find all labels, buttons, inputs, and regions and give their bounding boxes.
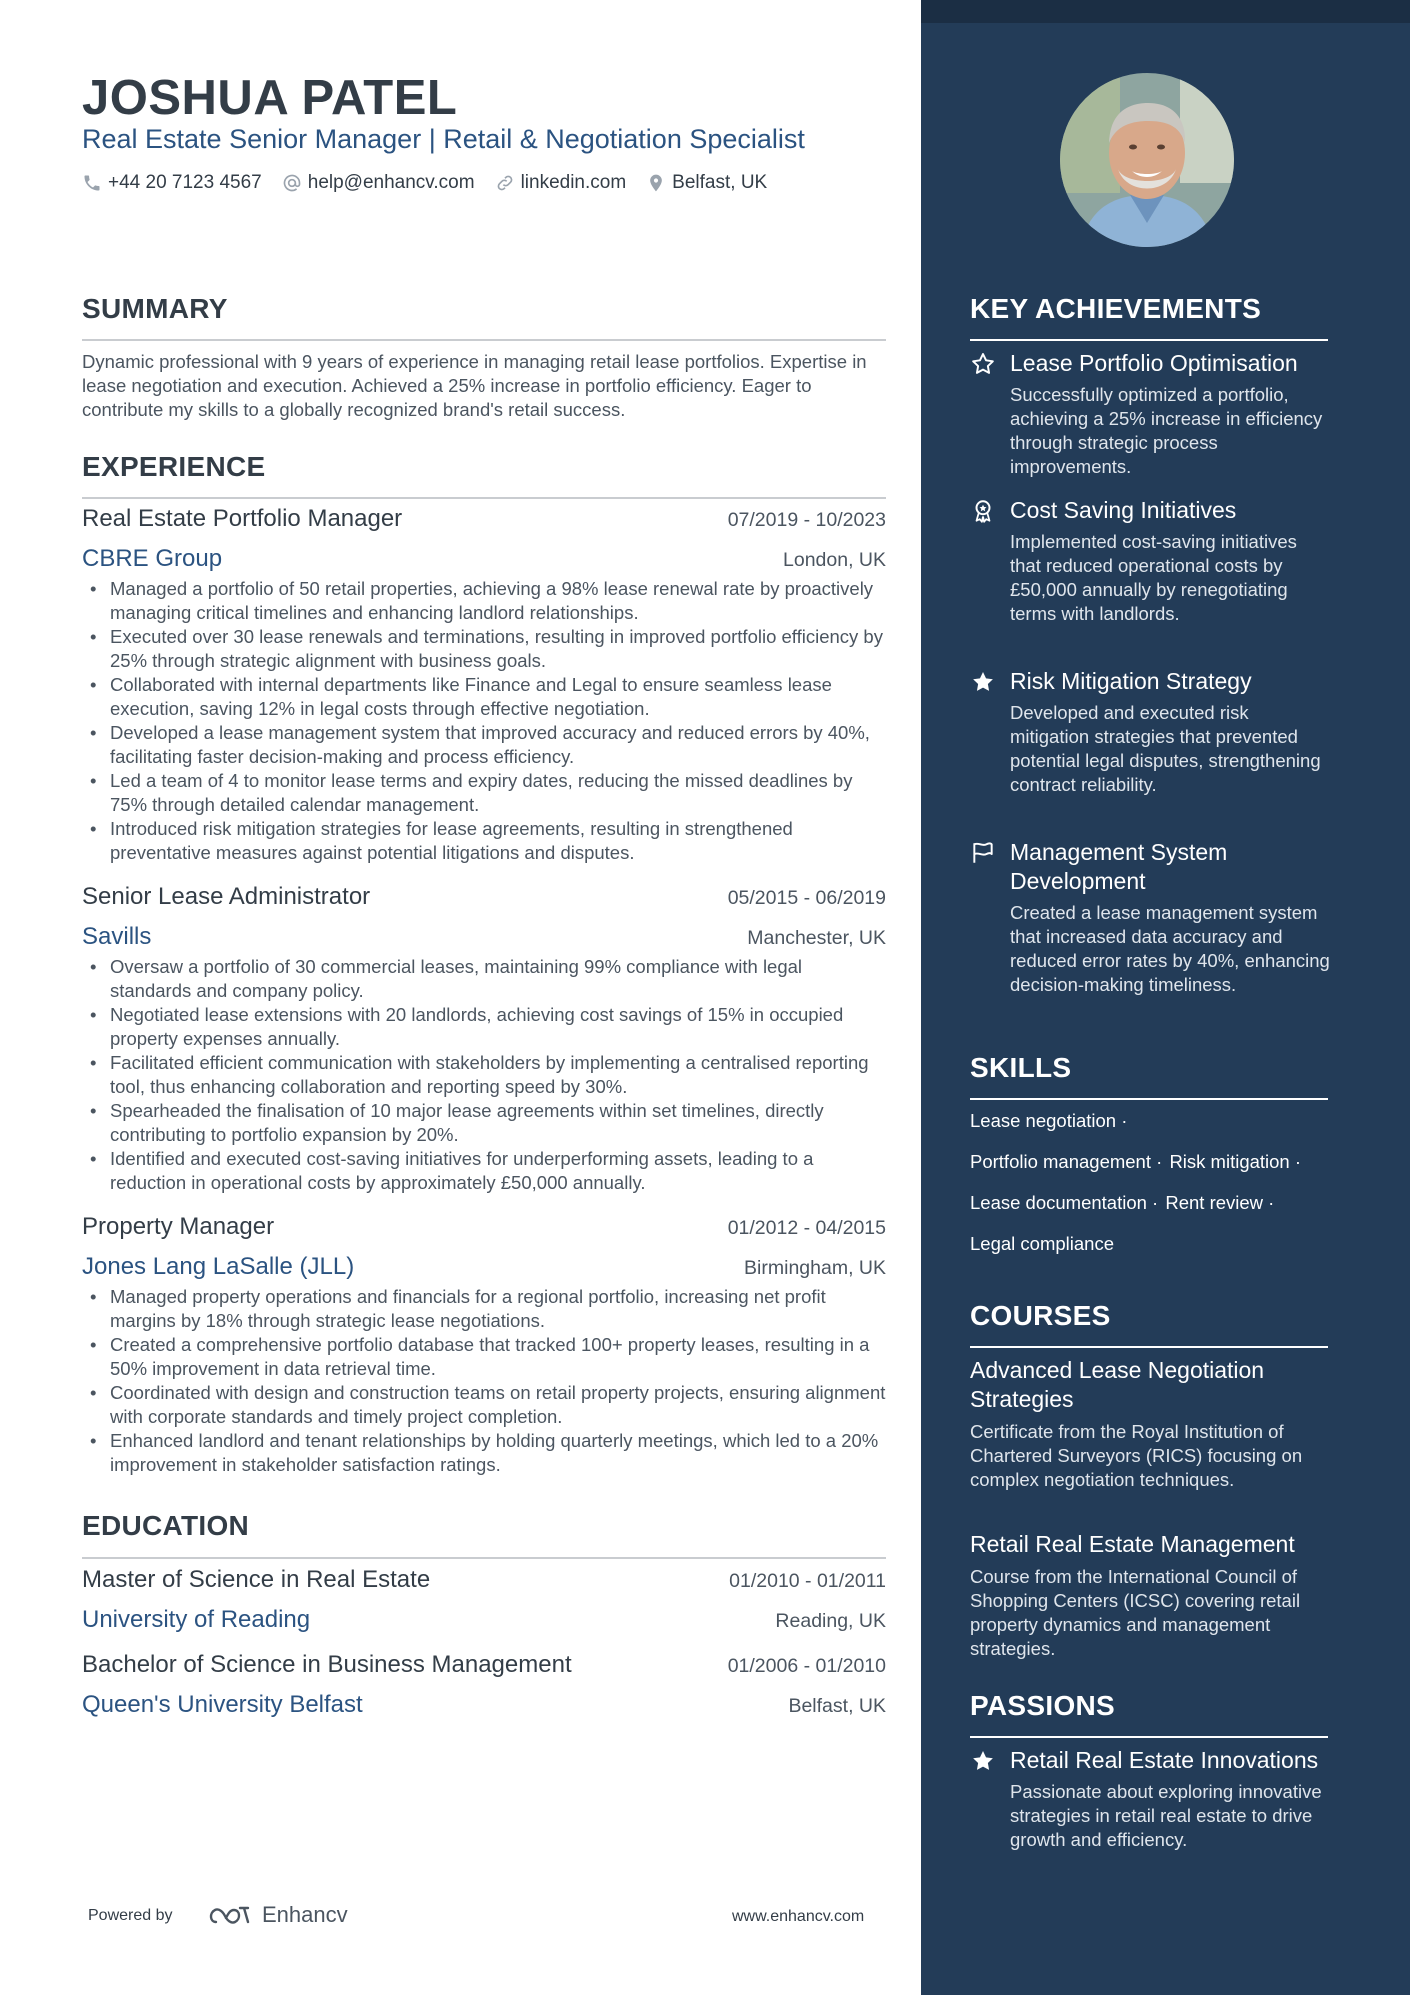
education-entry <box>82 1566 886 1634</box>
job-bullet: • Oversaw a portfolio of 30 commercial leases, maintaining 99% compliance with legal standards and company policy. <box>82 955 886 1003</box>
contact-phone-text: +44 20 7123 4567 <box>108 172 262 193</box>
course-description: Certificate from the Royal Institution of Chartered Surveyors (RICS) focusing on complex negotiation techniques. <box>970 1421 1303 1490</box>
course-description: Course from the International Council of Shopping Centers (ICSC) covering retail property dynamics and management strategies. <box>970 1566 1301 1659</box>
contact-location <box>646 172 767 194</box>
education-school[interactable]: Queen's University Belfast <box>82 1691 363 1718</box>
summary-text: Dynamic professional with 9 years of experience in managing retail lease portfolios. Expertise in lease negotiation and execution. Achieved a 25% increase in portfolio efficiency. Eager to contribute my skills to a globally recognized brand's retail success. <box>82 351 867 420</box>
contact-location-text: Belfast, UK <box>672 172 768 193</box>
job-bullet: • Spearheaded the finalisation of 10 major lease agreements within set timelines, directly contributing to portfolio expansion by 20%. <box>82 1099 886 1147</box>
job-bullet: • Collaborated with internal departments like Finance and Legal to ensure seamless lease execution, saving 12% in legal costs through effective negotiation. <box>82 673 886 721</box>
education-location: Reading, UK <box>775 1610 886 1632</box>
contact-linkedin[interactable] <box>495 172 627 194</box>
achievement-item <box>970 496 1330 626</box>
enhancv-logo-icon <box>206 1902 254 1928</box>
job-bullet: • Identified and executed cost-saving initiatives for underperforming assets, leading to a reduction in operational costs by approximately £50,000 annually. <box>82 1147 886 1195</box>
profile-photo <box>1060 73 1234 247</box>
job-bullet: • Facilitated efficient communication with stakeholders by implementing a centralised reporting tool, thus enhancing collaboration and reporting speed by 30%. <box>82 1051 886 1099</box>
job-bullet: • Managed property operations and financials for a regional portfolio, increasing net profit margins by 18% through strategic lease negotiations. <box>82 1285 886 1333</box>
skill-tag: Lease documentation · <box>970 1192 1159 1213</box>
sidebar-top-band <box>921 0 1410 23</box>
education-dates: 01/2006 - 01/2010 <box>727 1655 886 1677</box>
job-bullet: • Executed over 30 lease renewals and terminations, resulting in improved portfolio efficiency by 25% through strategic alignment with business goals. <box>82 625 886 673</box>
job-bullet: • Developed a lease management system that improved accuracy and reduced errors by 40%, facilitating faster decision-making and process efficiency. <box>82 721 886 769</box>
passion-description: Passionate about exploring innovative strategies in retail real estate to drive growth and efficiency. <box>1010 1781 1322 1850</box>
job-entry <box>82 1213 886 1477</box>
education-degree: Bachelor of Science in Business Management <box>82 1651 572 1678</box>
footer-url[interactable]: www.enhancv.com <box>732 1908 865 1925</box>
achievement-description: Implemented cost-saving initiatives that reduced operational costs by £50,000 annually by renegotiating terms with landlords. <box>1010 531 1297 624</box>
job-company[interactable]: Jones Lang LaSalle (JLL) <box>82 1253 355 1280</box>
star-filled-icon <box>970 1748 996 1774</box>
experience-title: EXPERIENCE <box>82 451 266 482</box>
experience-divider <box>82 497 886 499</box>
skills-row <box>970 1231 1350 1272</box>
passions-title: PASSIONS <box>970 1690 1116 1721</box>
job-bullets <box>82 1285 886 1477</box>
achievement-description: Created a lease management system that increased data accuracy and reduced error rates by 40%, enhancing decision-making timeliness. <box>1010 902 1330 995</box>
phone-icon <box>82 173 102 193</box>
achievement-description: Successfully optimized a portfolio, achieving a 25% increase in efficiency through strategic process improvements. <box>1010 384 1323 477</box>
job-dates: 05/2015 - 06/2019 <box>727 887 886 909</box>
job-bullet: • Led a team of 4 to monitor lease terms and expiry dates, reducing the missed deadlines by 75% through detailed calendar management. <box>82 769 886 817</box>
education-location: Belfast, UK <box>788 1695 886 1717</box>
footer-brand-logo[interactable] <box>206 1902 348 1928</box>
job-bullet: • Enhanced landlord and tenant relationships by holding quarterly meetings, which led to a 20% improvement in stakeholder satisfaction ratings. <box>82 1429 886 1477</box>
education-divider <box>82 1557 886 1559</box>
skills-list <box>970 1108 1350 1272</box>
summary-title: SUMMARY <box>82 293 228 324</box>
passion-title: Retail Real Estate Innovations <box>1010 1747 1319 1773</box>
education-entry <box>82 1651 886 1719</box>
education-degree: Master of Science in Real Estate <box>82 1566 431 1593</box>
headline: Real Estate Senior Manager | Retail & Negotiation Specialist <box>82 124 805 154</box>
job-bullet: • Created a comprehensive portfolio database that tracked 100+ property leases, resulting in a 50% improvement in data retrieval time. <box>82 1333 886 1381</box>
courses-title: COURSES <box>970 1300 1111 1331</box>
skill-tag: Legal compliance <box>970 1233 1114 1254</box>
job-role: Property Manager <box>82 1213 275 1240</box>
star-outline-icon <box>970 351 996 377</box>
footer-brand-name: Enhancv <box>262 1902 348 1927</box>
contact-email[interactable] <box>282 172 475 194</box>
job-bullet: • Coordinated with design and construction teams on retail property projects, ensuring alignment with corporate standards and timely project completion. <box>82 1381 886 1429</box>
job-location: Manchester, UK <box>747 927 886 949</box>
achievement-title: Cost Saving Initiatives <box>1010 497 1237 523</box>
contact-linkedin-text: linkedin.com <box>520 172 627 193</box>
job-role: Real Estate Portfolio Manager <box>82 505 403 532</box>
contact-phone[interactable] <box>82 172 262 194</box>
skills-row <box>970 1149 1350 1190</box>
avatar <box>1060 73 1234 247</box>
job-location: London, UK <box>783 549 886 571</box>
courses-divider <box>970 1346 1328 1348</box>
job-location: Birmingham, UK <box>744 1257 886 1279</box>
link-icon <box>495 173 515 193</box>
job-company[interactable]: Savills <box>82 923 152 950</box>
achievement-description: Developed and executed risk mitigation strategies that prevented potential legal disputes, strengthening contract reliability. <box>1010 702 1321 795</box>
footer-powered-by: Powered by <box>88 1907 173 1924</box>
job-entry <box>82 883 886 1195</box>
achievement-item <box>970 349 1330 479</box>
achievement-title: Management System Development <box>1010 839 1228 894</box>
job-role: Senior Lease Administrator <box>82 883 371 910</box>
achievement-item <box>970 667 1330 797</box>
skills-row <box>970 1190 1350 1231</box>
skill-tag: Risk mitigation · <box>1169 1151 1302 1172</box>
job-bullets <box>82 955 886 1195</box>
skills-title: SKILLS <box>970 1052 1072 1083</box>
course-item <box>970 1530 1330 1661</box>
skill-tag: Lease negotiation · <box>970 1110 1128 1131</box>
achievement-item <box>970 838 1330 997</box>
passion-item <box>970 1746 1330 1852</box>
passions-divider <box>970 1736 1328 1738</box>
skills-row <box>970 1108 1350 1149</box>
job-bullets <box>82 577 886 865</box>
achievement-title: Risk Mitigation Strategy <box>1010 668 1252 694</box>
skills-divider <box>970 1098 1328 1100</box>
education-title: EDUCATION <box>82 1510 250 1541</box>
star-filled-icon <box>970 669 996 695</box>
achievements-title: KEY ACHIEVEMENTS <box>970 293 1262 324</box>
award-icon <box>970 498 996 524</box>
job-bullet: • Introduced risk mitigation strategies for lease agreements, resulting in strengthened preventative measures against potential litigations and disputes. <box>82 817 886 865</box>
job-bullet: • Negotiated lease extensions with 20 landlords, achieving cost savings of 15% in occupied property expenses annually. <box>82 1003 886 1051</box>
contact-email-text: help@enhancv.com <box>307 172 475 193</box>
at-icon <box>282 173 302 193</box>
job-company[interactable]: CBRE Group <box>82 545 223 572</box>
skill-tag: Rent review · <box>1165 1192 1275 1213</box>
course-title: Retail Real Estate Management <box>970 1531 1295 1557</box>
contact-bar <box>82 172 787 194</box>
course-title: Advanced Lease Negotiation Strategies <box>970 1357 1265 1412</box>
location-icon <box>646 173 666 193</box>
job-entry <box>82 505 886 865</box>
job-dates: 01/2012 - 04/2015 <box>727 1217 886 1239</box>
achievements-divider <box>970 339 1328 341</box>
course-item <box>970 1356 1330 1492</box>
achievement-title: Lease Portfolio Optimisation <box>1010 350 1298 376</box>
job-bullet: • Managed a portfolio of 50 retail properties, achieving a 98% lease renewal rate by proactively managing critical timelines and enhancing landlord relationships. <box>82 577 886 625</box>
flag-icon <box>970 840 996 866</box>
summary-divider <box>82 339 886 341</box>
skill-tag: Portfolio management · <box>970 1151 1163 1172</box>
education-school[interactable]: University of Reading <box>82 1606 311 1633</box>
job-dates: 07/2019 - 10/2023 <box>727 509 886 531</box>
candidate-name: JOSHUA PATEL <box>82 71 458 125</box>
education-dates: 01/2010 - 01/2011 <box>729 1570 886 1592</box>
